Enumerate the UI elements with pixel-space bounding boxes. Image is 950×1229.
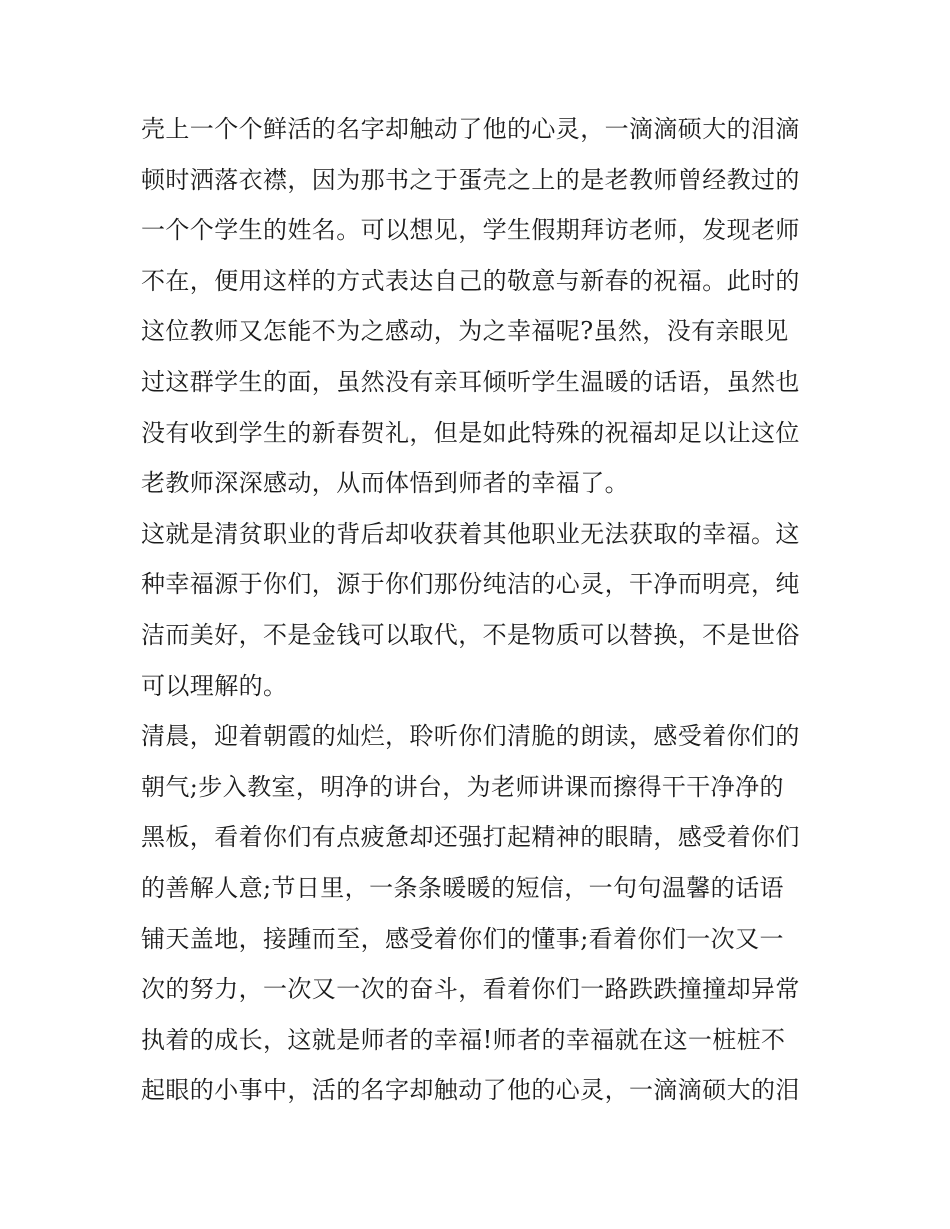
text-line: 这就是清贫职业的背后却收获着其他职业无法获取的幸福。这	[141, 519, 800, 548]
text-line: 洁而美好，不是金钱可以取代，不是物质可以替换，不是世俗	[141, 620, 800, 649]
text-line: 清晨，迎着朝霞的灿烂，聆听你们清脆的朗读，感受着你们的	[141, 722, 800, 751]
text-line: 朝气;步入教室，明净的讲台，为老师讲课而擦得干干净净的	[141, 772, 784, 801]
text-line: 过这群学生的面，虽然没有亲耳倾听学生温暖的话语，虽然也	[141, 367, 800, 396]
text-line: 执着的成长，这就是师者的幸福!师者的幸福就在这一桩桩不	[141, 1025, 786, 1054]
text-line: 壳上一个个鲜活的名字却触动了他的心灵，一滴滴硕大的泪滴	[141, 115, 800, 143]
body-text	[141, 104, 813, 1116]
text-line: 铺天盖地，接踵而至，感受着你们的懂事;看着你们一次又一	[141, 924, 784, 953]
text-line: 起眼的小事中，活的名字却触动了他的心灵，一滴滴硕大的泪	[141, 1076, 800, 1105]
text-line: 次的努力，一次又一次的奋斗，看着你们一路跌跌撞撞却异常	[141, 975, 800, 1004]
text-line: 老教师深深感动，从而体悟到师者的幸福了。	[141, 469, 629, 498]
text-line: 的善解人意;节日里，一条条暖暖的短信，一句句温馨的话语	[141, 873, 784, 902]
text-line: 没有收到学生的新春贺礼，但是如此特殊的祝福却足以让这位	[141, 418, 800, 447]
text-line: 这位教师又怎能不为之感动，为之幸福呢?虽然，没有亲眼见	[141, 317, 789, 346]
text-line: 可以理解的。	[141, 671, 288, 700]
text-line: 种幸福源于你们，源于你们那份纯洁的心灵，干净而明亮，纯	[141, 570, 800, 599]
text-line: 顿时洒落衣襟，因为那书之于蛋壳之上的是老教师曾经教过的	[141, 165, 800, 194]
text-line: 黑板，看着你们有点疲惫却还强打起精神的眼睛，感受着你们	[141, 823, 800, 852]
text-line: 不在，便用这样的方式表达自己的敬意与新春的祝福。此时的	[141, 266, 800, 295]
text-line: 一个个学生的姓名。可以想见，学生假期拜访老师，发现老师	[141, 216, 800, 245]
